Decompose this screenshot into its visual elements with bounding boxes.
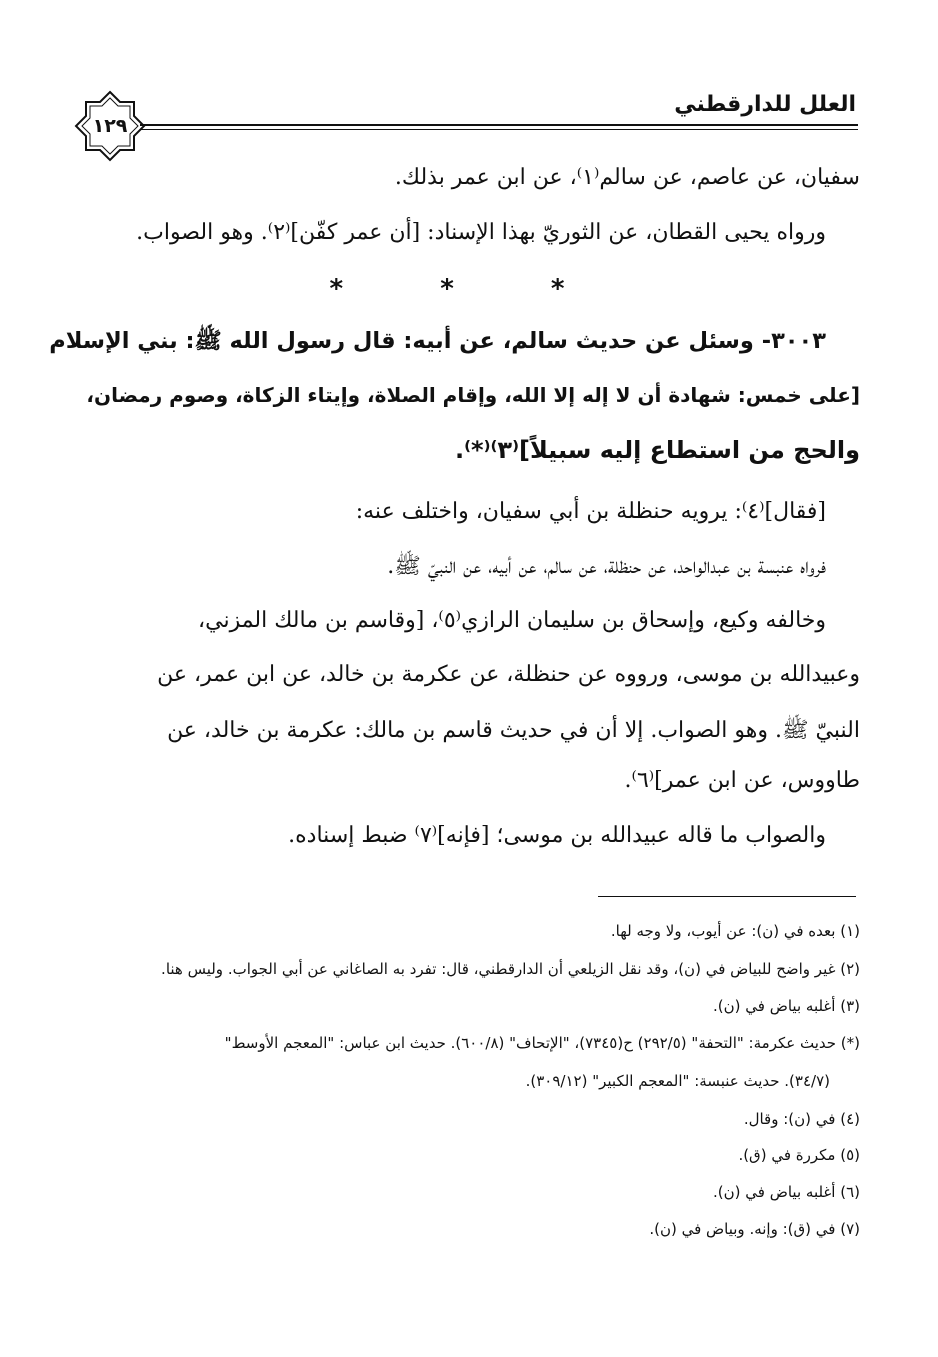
footnote: (٥) مكررة في (ق). <box>738 1146 860 1164</box>
body-line: سفيان، عن عاصم، عن سالم⁽١⁾، عن ابن عمر بذلك. <box>394 165 860 190</box>
footnote-continuation: (٣٤/٧). حديث عنبسة: "المعجم الكبير" (٣٠٩/١٢). <box>525 1072 830 1090</box>
question-heading-line: ٣٠٠٣- وسئل عن حديث سالم، عن أبيه: قال رسول الله ﷺ: بني الإسلام <box>49 328 826 354</box>
body-line: والصواب ما قاله عبيدالله بن موسى؛ [فإنه]⁽٧⁾ ضبط إسناده. <box>288 823 826 848</box>
page-number: ١٢٩ <box>92 115 128 137</box>
body-line: وخالفه وكيع، وإسحاق بن سليمان الرازي⁽٥⁾، [وقاسم بن مالك المزني، <box>198 608 826 633</box>
header-rule-thin <box>140 129 858 130</box>
question-heading-line: والحج من استطاع إليه سبيلاً]⁽٣⁾⁽*⁾. <box>454 436 860 464</box>
book-title: العلل للدارقطني <box>674 92 856 117</box>
section-separator: * * * <box>329 274 609 304</box>
footnote-separator <box>598 896 856 897</box>
footnote: (٣) أغلبه بياض في (ن). <box>713 997 860 1015</box>
footnote: (٤) في (ن): وقال. <box>743 1110 860 1128</box>
footnote: (٢) غير واضح للبياض في (ن)، وقد نقل الزيلعي أن الدارقطني، قال: تفرد به الصاغاني عن أبي الجواب. وليس هنا. <box>161 960 860 978</box>
header-rule <box>140 124 858 126</box>
footnote: (٧) في (ق): وإنه. وبياض في (ن). <box>649 1220 860 1238</box>
footnote: (٦) أغلبه بياض في (ن). <box>713 1183 860 1201</box>
question-heading-line: [على خمس: شهادة أن لا إله إلا الله، وإقام الصلاة، وإيتاء الزكاة، وصوم رمضان، <box>86 383 860 407</box>
body-line: ورواه يحيى القطان، عن الثوريّ بهذا الإسناد: [أن عمر كفّن]⁽٢⁾. وهو الصواب. <box>136 220 826 245</box>
body-line: فرواه عنبسة بن عبدالواحد، عن حنظلة، عن سالم، عن أبيه، عن النبيّ ﷺ. <box>387 554 826 579</box>
body-line: طاووس، عن ابن عمر]⁽٦⁾. <box>624 768 860 793</box>
footnote: (١) بعده في (ن): عن أيوب، ولا وجه لها. <box>610 922 860 940</box>
page-header <box>72 88 862 158</box>
body-line: [فقال]⁽٤⁾: يرويه حنظلة بن أبي سفيان، واختلف عنه: <box>355 499 826 524</box>
body-line: وعبيدالله بن موسى، ورووه عن حنظلة، عن عكرمة بن خالد، عن ابن عمر، عن <box>157 662 860 687</box>
body-line: النبيّ ﷺ. وهو الصواب. إلا أن في حديث قاسم بن مالك: عكرمة بن خالد، عن <box>167 718 860 743</box>
footnote: (*) حديث عكرمة: "التحفة" (٢٩٢/٥) ح(٧٣٤٥)، "الإتحاف" (٦٠٠/٨). حديث ابن عباس: "المعجم الأوسط" <box>224 1034 860 1052</box>
